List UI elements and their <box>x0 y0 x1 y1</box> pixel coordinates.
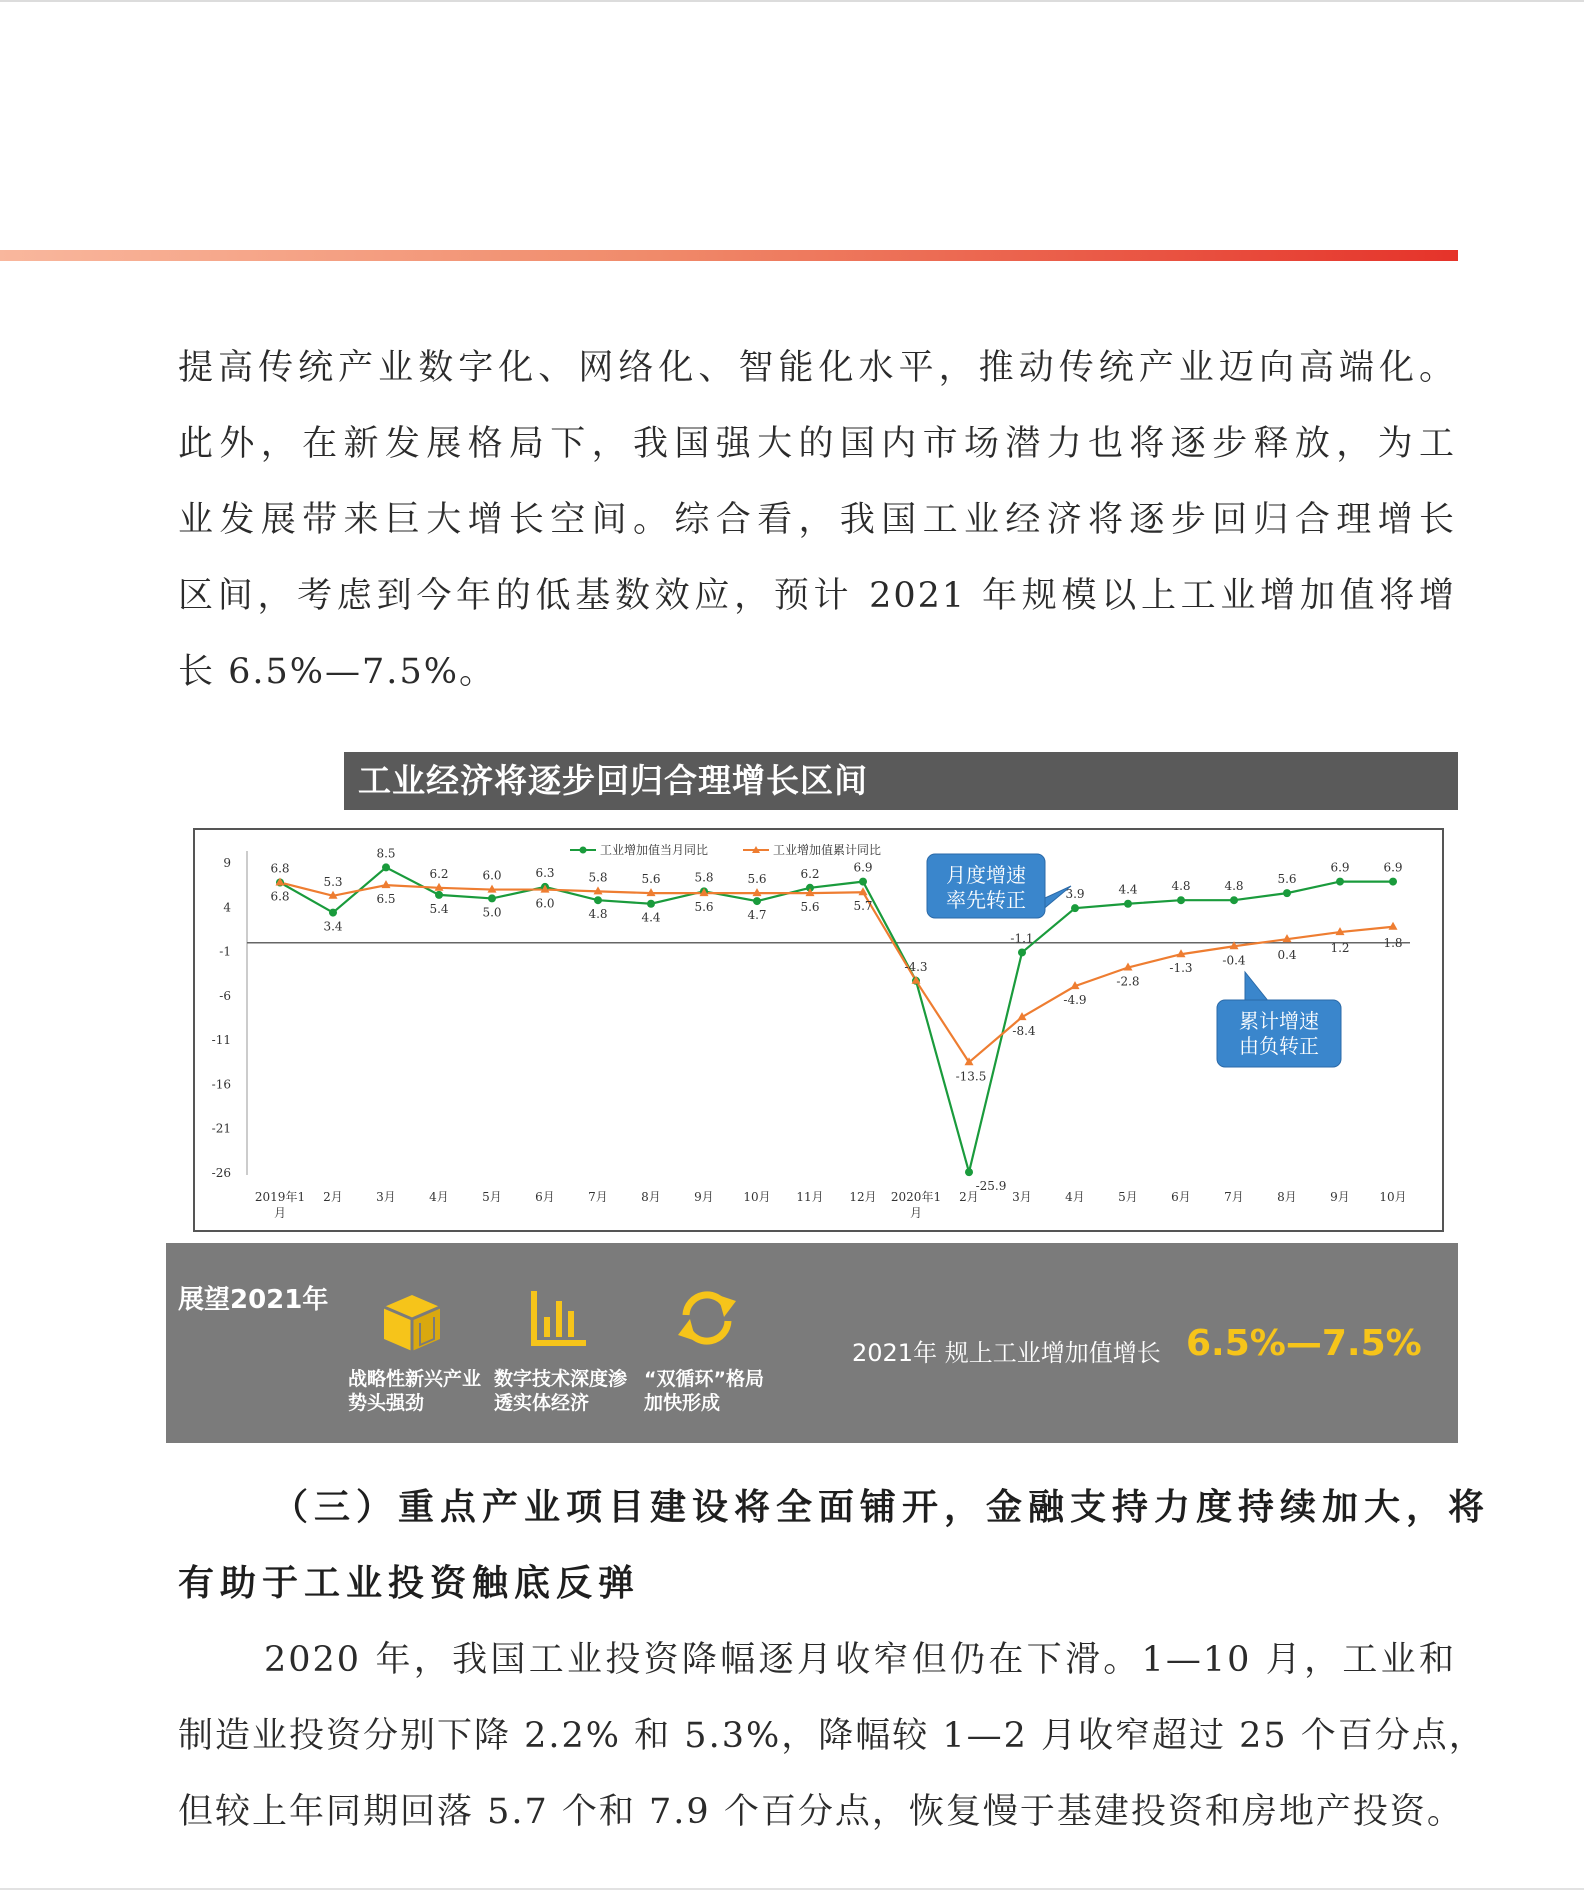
x-tick-label: 9月 <box>694 1190 714 1204</box>
y-tick-label: -26 <box>211 1166 231 1180</box>
series-2-point <box>1389 922 1398 930</box>
x-tick-label: 8月 <box>1277 1190 1297 1204</box>
series-1-data-label: 6.8 <box>270 861 290 876</box>
top-border <box>0 0 1584 2</box>
series-1-data-label: 8.5 <box>376 846 396 861</box>
section-heading-line: （三）重点产业项目建设将全面铺开，金融支持力度持续加大，将 <box>272 1487 1491 1528</box>
bar-chart-icon <box>528 1287 590 1349</box>
section-heading <box>178 1470 1491 1622</box>
intro-line: 业发展带来巨大增长空间。综合看，我国工业经济将逐步回归合理增长 <box>178 500 1456 540</box>
series-1-data-label: 4.8 <box>1224 879 1244 894</box>
outlook-panel <box>166 1243 1458 1443</box>
series-1-point <box>1230 896 1238 904</box>
x-tick-label: 3月 <box>376 1190 396 1204</box>
series-1-data-label: 5.8 <box>694 870 714 885</box>
x-tick-label: 5月 <box>1118 1190 1138 1204</box>
callout-text-1: 月度增速 <box>946 863 1026 887</box>
outlook-item-label-line: “双循环”格局 <box>644 1368 764 1390</box>
callout-text-2: 累计增速 <box>1239 1009 1319 1033</box>
forecast-range: 6.5%—7.5% <box>1186 1323 1422 1364</box>
series-1-point <box>488 894 496 902</box>
series-1-point <box>859 878 867 886</box>
series-1-data-label: -1.1 <box>1010 931 1034 946</box>
y-tick-label: -1 <box>219 944 231 959</box>
outlook-item-label-line: 加快形成 <box>644 1392 721 1414</box>
series-2-point <box>382 880 391 888</box>
series-1-data-label: 5.6 <box>1277 872 1297 887</box>
series-1-data-label: 6.9 <box>853 860 873 875</box>
series-1-point <box>1071 904 1079 912</box>
legend-marker-1 <box>580 847 587 854</box>
outlook-item-label-line: 透实体经济 <box>494 1392 590 1414</box>
x-tick-label: 2月 <box>323 1190 343 1204</box>
intro-line: 此外，在新发展格局下，我国强大的国内市场潜力也将逐步释放，为工 <box>178 424 1456 464</box>
series-1-point <box>1177 896 1185 904</box>
series-2-data-label: 6.0 <box>535 896 555 911</box>
intro-line: 提高传统产业数字化、网络化、智能化水平，推动传统产业迈向高端化。 <box>178 348 1456 388</box>
series-2-data-label: 6.8 <box>270 889 290 904</box>
series-1-point <box>329 909 337 917</box>
y-tick-label: -11 <box>211 1033 231 1048</box>
series-1-point <box>1336 878 1344 886</box>
forecast-description: 2021年 规上工业增加值增长 <box>852 1339 1161 1367</box>
outlook-item-label-line: 数字技术深度渗 <box>494 1368 628 1390</box>
series-1-data-label: 4.4 <box>641 910 661 925</box>
x-tick-label: 3月 <box>1012 1190 1032 1204</box>
legend-label-1: 工业增加值当月同比 <box>600 843 709 857</box>
y-tick-label: 4 <box>223 900 231 915</box>
y-tick-label: -16 <box>211 1077 231 1092</box>
series-2-data-label: 1.2 <box>1330 941 1350 956</box>
outlook-item-label <box>494 1367 634 1415</box>
series-2-data-label: 6.2 <box>429 866 449 881</box>
callout-text-1: 率先转正 <box>946 888 1026 912</box>
x-tick-label: 9月 <box>1330 1190 1350 1204</box>
x-tick-label: 6月 <box>1171 1190 1191 1204</box>
intro-line: 长 6.5%—7.5%。 <box>178 652 496 692</box>
series-1-data-label: 4.4 <box>1118 882 1138 897</box>
line-chart <box>195 830 1442 1230</box>
series-1-point <box>753 897 761 905</box>
series-1-point <box>647 900 655 908</box>
series-1-data-label: 6.9 <box>1330 860 1350 875</box>
x-tick-label: 4月 <box>429 1190 449 1204</box>
series-1-data-label: 3.4 <box>323 919 343 934</box>
x-tick-label: 6月 <box>535 1190 555 1204</box>
series-1-point <box>965 1168 973 1176</box>
x-tick-label: 8月 <box>641 1190 661 1204</box>
series-2-data-label: 5.6 <box>694 900 714 915</box>
series-2-data-label: 6.0 <box>482 868 502 883</box>
outlook-item-label <box>644 1367 784 1415</box>
refresh-cycle-icon <box>674 1287 740 1349</box>
series-2-data-label: -1.3 <box>1169 961 1193 976</box>
series-1-data-label: 3.9 <box>1065 887 1085 902</box>
outlook-title: 展望2021年 <box>178 1285 329 1315</box>
x-tick-label: 2020年1 <box>890 1190 942 1204</box>
cube-icon <box>376 1289 448 1355</box>
body-line: 但较上年同期回落 5.7 个和 7.9 个百分点，恢复慢于基建投资和房地产投资。 <box>178 1792 1464 1832</box>
x-tick-label: 12月 <box>849 1190 877 1204</box>
x-tick-label: 2月 <box>959 1190 979 1204</box>
y-tick-label: -21 <box>211 1121 231 1136</box>
y-tick-label: -6 <box>219 988 231 1003</box>
bottom-border <box>0 1888 1584 1890</box>
series-1-data-label: 4.7 <box>747 908 767 923</box>
series-1-data-label: 5.0 <box>482 905 502 920</box>
x-tick-label: 10月 <box>1379 1190 1407 1204</box>
series-1-data-label: 6.3 <box>535 865 555 880</box>
series-2-data-label: 6.5 <box>376 892 396 907</box>
outlook-item-label <box>348 1367 488 1415</box>
callout-pointer-2 <box>1245 972 1269 1002</box>
body-line: 2020 年，我国工业投资降幅逐月收窄但仍在下滑。1—10 月，工业和 <box>264 1640 1456 1680</box>
y-tick-label: 9 <box>223 856 231 870</box>
series-1-point <box>435 891 443 899</box>
series-1-point <box>594 896 602 904</box>
x-tick-label: 11月 <box>796 1190 824 1204</box>
series-2-data-label: 1.8 <box>1383 935 1403 950</box>
series-2-data-label: 5.6 <box>800 900 820 915</box>
series-2-data-label: 5.6 <box>747 872 767 887</box>
series-2-data-label: -2.8 <box>1116 974 1140 989</box>
series-2-data-label: 5.8 <box>588 870 608 885</box>
section-heading-line: 有助于工业投资触底反弹 <box>178 1563 641 1604</box>
x-tick-label: 4月 <box>1065 1190 1085 1204</box>
callout-text-2: 由负转正 <box>1239 1034 1319 1058</box>
x-tick-label: 月 <box>909 1206 923 1220</box>
series-1-data-label: -25.9 <box>975 1179 1007 1194</box>
body-paragraph <box>178 1622 1486 1850</box>
series-2-data-label: 5.3 <box>323 874 343 889</box>
header-accent-bar <box>0 250 1458 261</box>
series-1-data-label: 5.4 <box>429 901 449 916</box>
series-1-point <box>1283 889 1291 897</box>
series-2-data-label: 5.7 <box>853 899 873 914</box>
chart-frame <box>193 828 1444 1232</box>
series-1-data-label: -4.3 <box>904 959 928 974</box>
series-1-data-label: 4.8 <box>1171 879 1191 894</box>
series-1-point <box>1389 878 1397 886</box>
outlook-item-label-line: 战略性新兴产业 <box>348 1368 482 1390</box>
intro-paragraph <box>178 330 1456 710</box>
intro-line: 区间，考虑到今年的低基数效应，预计 2021 年规模以上工业增加值将增 <box>178 576 1456 616</box>
series-1-point <box>1124 900 1132 908</box>
legend-label-2: 工业增加值累计同比 <box>773 843 882 857</box>
series-2-data-label: -0.4 <box>1222 953 1246 968</box>
x-tick-label: 7月 <box>588 1190 608 1204</box>
series-2-data-label: -8.4 <box>1012 1024 1036 1039</box>
series-1-data-label: 4.8 <box>588 907 608 922</box>
series-1-point <box>1018 948 1026 956</box>
x-tick-label: 10月 <box>743 1190 771 1204</box>
x-tick-label: 月 <box>273 1206 287 1220</box>
series-2-data-label: 5.6 <box>641 872 661 887</box>
series-1-data-label: 6.9 <box>1383 860 1403 875</box>
chart-title: 工业经济将逐步回归合理增长区间 <box>358 761 868 800</box>
x-tick-label: 7月 <box>1224 1190 1244 1204</box>
body-line: 制造业投资分别下降 2.2% 和 5.3%，降幅较 1—2 月收窄超过 25 个百分点， <box>178 1716 1486 1756</box>
x-tick-label: 2019年1 <box>254 1190 306 1204</box>
series-2-data-label: 0.4 <box>1277 948 1297 963</box>
outlook-item-label-line: 势头强劲 <box>348 1392 425 1414</box>
series-2-data-label: -13.5 <box>955 1069 987 1084</box>
series-1-data-label: 6.2 <box>800 866 820 881</box>
series-2-data-label: -4.9 <box>1063 993 1087 1008</box>
series-1-point <box>382 863 390 871</box>
x-tick-label: 5月 <box>482 1190 502 1204</box>
